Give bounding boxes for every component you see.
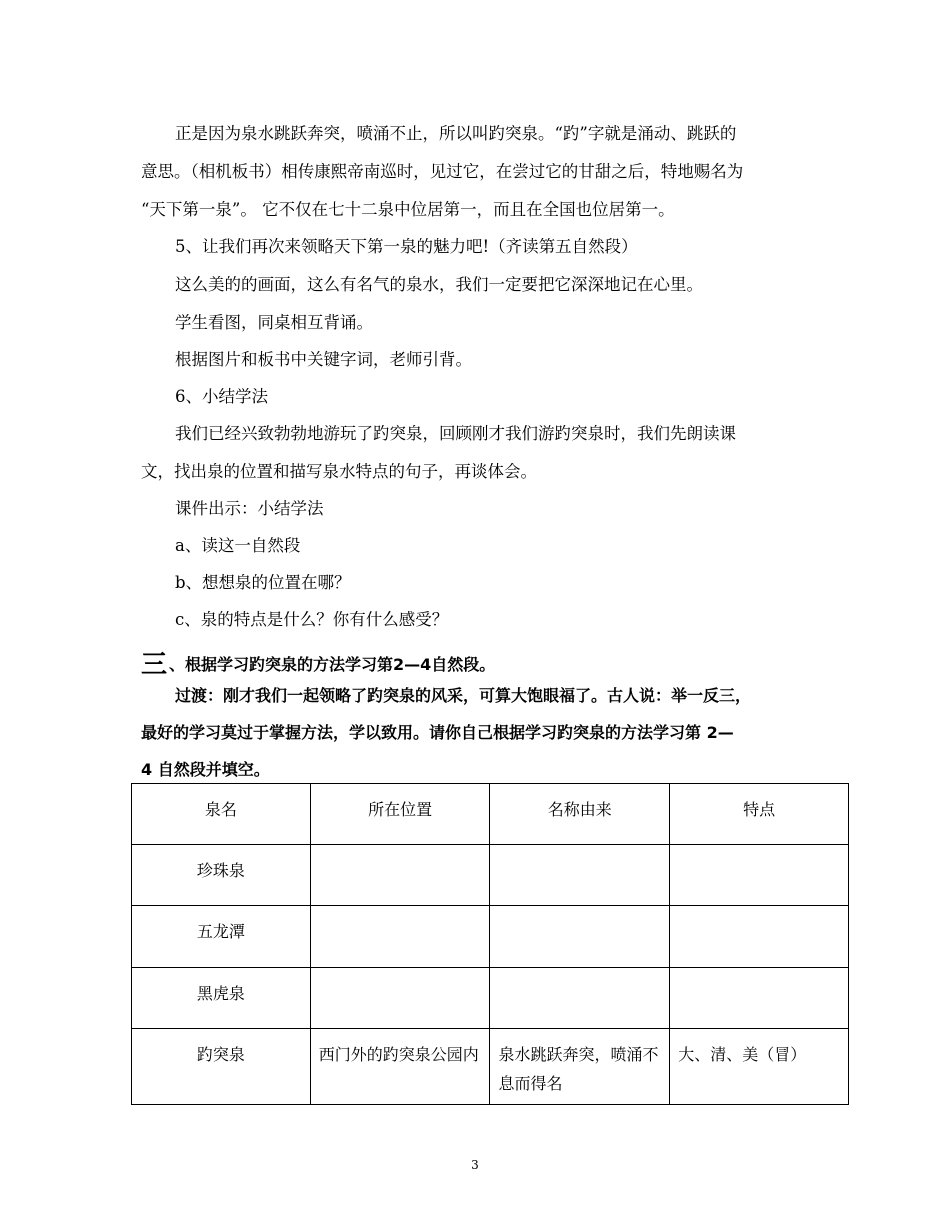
table-header-cell: 所在位置 bbox=[310, 784, 490, 845]
table-cell: 大、清、美（冒） bbox=[670, 1029, 849, 1105]
table-cell: 珍珠泉 bbox=[132, 845, 311, 906]
table-cell bbox=[310, 906, 490, 968]
table-cell bbox=[670, 968, 849, 1029]
table-header-cell: 名称由来 bbox=[490, 784, 670, 845]
table-row bbox=[132, 968, 849, 1029]
paragraph-line: 根据图片和板书中关键字词，老师引背。 bbox=[175, 350, 472, 369]
page-number: 3 bbox=[471, 1158, 479, 1172]
paragraph-line: 我们已经兴致勃勃地游玩了趵突泉，回顾刚才我们游趵突泉时，我们先朗读课 bbox=[175, 424, 736, 443]
springs-table bbox=[131, 783, 849, 1105]
table-cell bbox=[310, 968, 490, 1029]
table-cell bbox=[310, 845, 490, 906]
paragraph-line: 5、让我们再次来领略天下第一泉的魅力吧!（齐读第五自然段） bbox=[175, 237, 638, 256]
table-cell: 趵突泉 bbox=[132, 1029, 311, 1105]
table-cell: 西门外的趵突泉公园内 bbox=[310, 1029, 490, 1105]
table-cell bbox=[490, 968, 670, 1029]
paragraph-line: b、想想泉的位置在哪？ bbox=[175, 573, 351, 592]
table-header-row bbox=[132, 784, 849, 845]
section-number: 三 bbox=[141, 650, 168, 680]
table-header-cell: 特点 bbox=[670, 784, 849, 845]
paragraph-line: 学生看图，同桌相互背诵。 bbox=[175, 313, 373, 332]
table-cell bbox=[490, 906, 670, 968]
section-heading bbox=[141, 644, 495, 681]
table-cell bbox=[670, 845, 849, 906]
table-row bbox=[132, 1029, 849, 1105]
paragraph-line: 意思。（相机板书）相传康熙帝南巡时，见过它，在尝过它的甘甜之后，特地赐名为 bbox=[141, 162, 744, 181]
paragraph-line: a、读这一自然段 bbox=[175, 536, 301, 555]
table-cell: 五龙潭 bbox=[132, 906, 311, 968]
paragraph-line: 这么美的的画面，这么有名气的泉水，我们一定要把它深深地记在心里。 bbox=[175, 275, 703, 294]
section-title: 、根据学习趵突泉的方法学习第2—4自然段。 bbox=[169, 655, 496, 674]
transition-line: 4 自然段并填空。 bbox=[141, 760, 270, 779]
transition-line: 过渡：刚才我们一起领略了趵突泉的风采，可算大饱眼福了。古人说：举一反三， bbox=[175, 686, 752, 705]
table-header-cell: 泉名 bbox=[132, 784, 311, 845]
paragraph-line: 文，找出泉的位置和描写泉水特点的句子，再谈体会。 bbox=[141, 462, 537, 481]
paragraph-line: 正是因为泉水跳跃奔突，喷涌不止，所以叫趵突泉。“趵”字就是涌动、跳跃的 bbox=[175, 124, 737, 143]
table-cell: 泉水跳跃奔突，喷涌不息而得名 bbox=[490, 1029, 670, 1105]
paragraph-line: 课件出示：小结学法 bbox=[175, 499, 324, 518]
paragraph-line: c、泉的特点是什么？你有什么感受？ bbox=[175, 610, 449, 629]
table-cell: 黑虎泉 bbox=[132, 968, 311, 1029]
paragraph-line: 6、小结学法 bbox=[175, 387, 268, 406]
table-row bbox=[132, 906, 849, 968]
table-row bbox=[132, 845, 849, 906]
table-cell bbox=[670, 906, 849, 968]
transition-line: 最好的学习莫过于掌握方法，学以致用。请你自己根据学习趵突泉的方法学习第 2— bbox=[141, 723, 734, 742]
paragraph-line: “天下第一泉”。 它不仅在七十二泉中位居第一，而且在全国也位居第一。 bbox=[141, 200, 675, 219]
table-cell bbox=[490, 845, 670, 906]
